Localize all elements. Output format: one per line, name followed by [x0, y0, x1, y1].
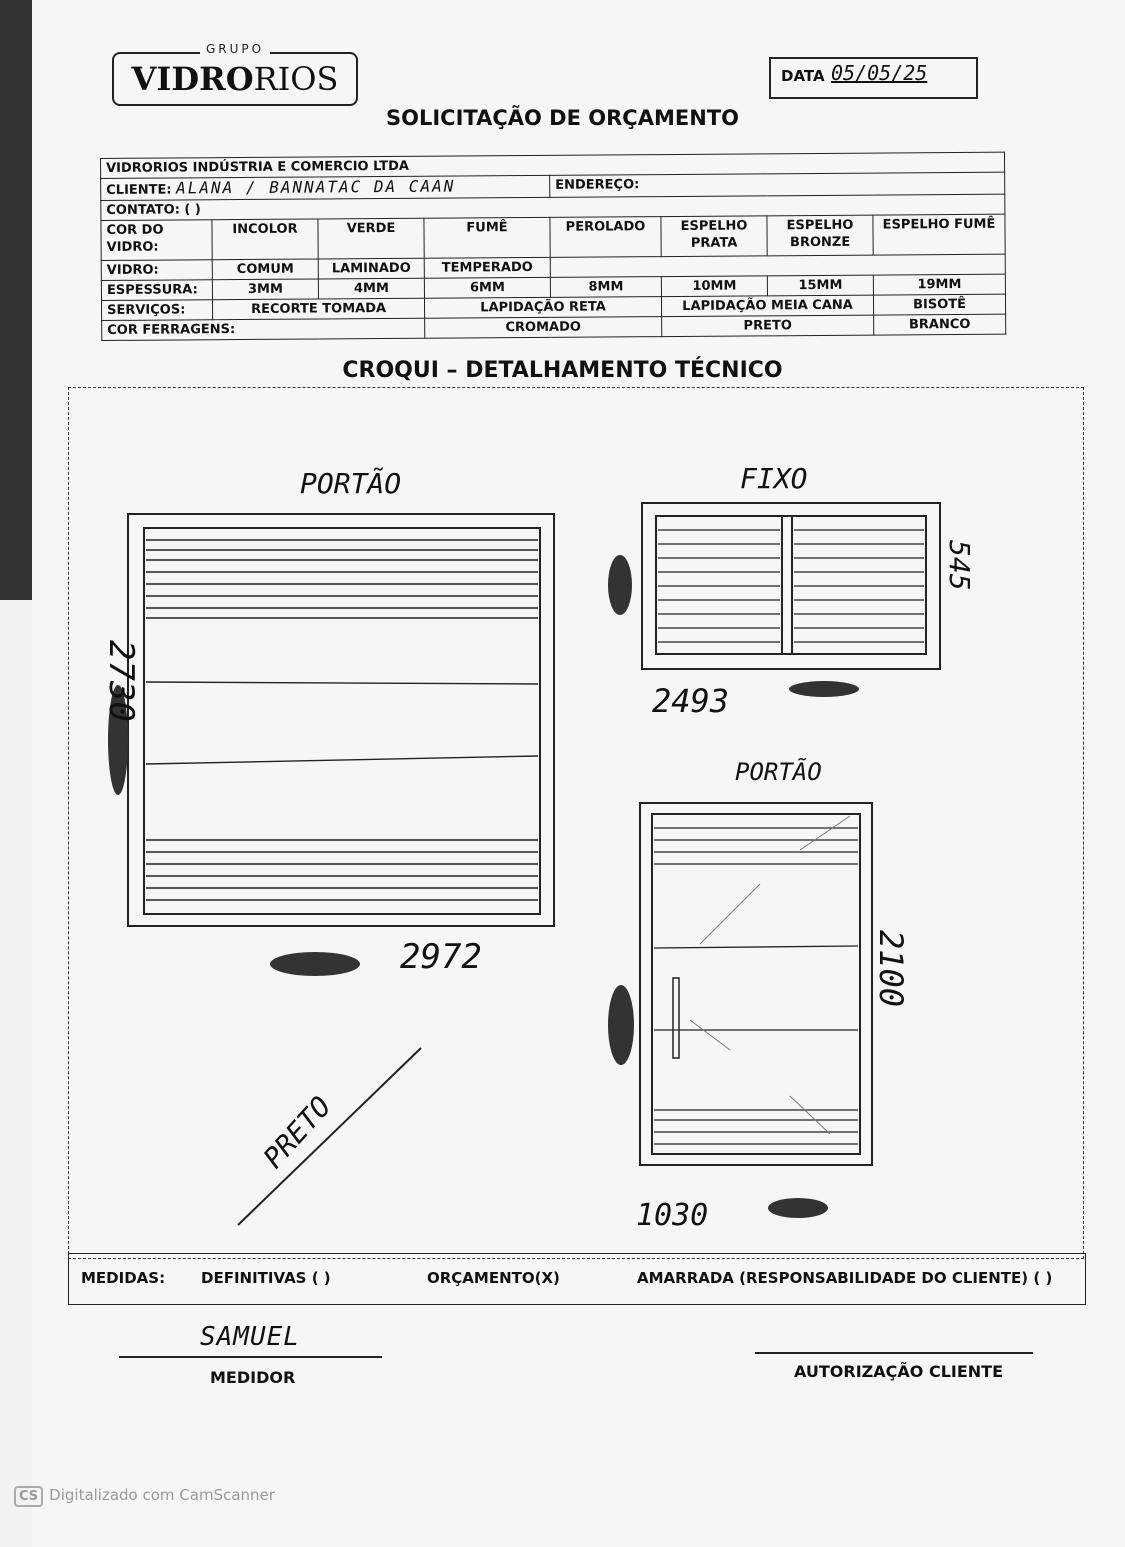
servico-option: RECORTE TOMADA — [212, 298, 424, 319]
autorizacao-label: AUTORIZAÇÃO CLIENTE — [794, 1362, 1004, 1381]
servico-option: LAPIDAÇÃO RETA — [424, 297, 661, 319]
sketch-2-height: 545 — [943, 540, 976, 591]
espessura-option: 15MM — [767, 275, 873, 296]
vidro-option: COMUM — [212, 259, 318, 280]
note-preto: PRETO — [256, 1089, 338, 1175]
vidro-option: TEMPERADO — [424, 257, 550, 278]
ferragem-option: CROMADO — [425, 317, 662, 339]
gate-1-inner — [144, 528, 540, 914]
note-pointer-line — [238, 1048, 421, 1225]
espessura-option: 4MM — [318, 278, 424, 299]
endereco-field: ENDEREÇO: — [550, 172, 1005, 197]
date-label: DATA — [781, 67, 825, 85]
camscanner-watermark — [14, 1486, 275, 1507]
gate-2-slats — [654, 828, 858, 1144]
date-value: 05/05/25 — [831, 61, 928, 85]
cor-option: ESPELHO BRONZE — [767, 215, 873, 256]
camscanner-icon: CS — [14, 1486, 43, 1507]
company-name: VIDRORIOS INDÚSTRIA E COMERCIO LTDA — [101, 152, 1005, 178]
gate-1-slats — [146, 540, 538, 900]
ferragem-option: BRANCO — [874, 314, 1006, 335]
espessura-option: 3MM — [212, 279, 318, 300]
medidor-label: MEDIDOR — [210, 1368, 296, 1387]
ferragem-option: PRETO — [662, 315, 874, 336]
espessura-option: 6MM — [424, 277, 550, 298]
medidas-label: MEDIDAS: — [81, 1269, 166, 1287]
cor-option: PEROLADO — [550, 217, 661, 258]
cliente-value: ALANA / BANNATAC DA CAAN — [176, 176, 456, 198]
sketch-1-width: 2972 — [400, 937, 482, 977]
logo-brand-bold: VIDRO — [131, 60, 254, 98]
servico-option: BISOTÊ — [873, 294, 1005, 315]
gate-2-frame — [640, 803, 872, 1165]
vidro-label: VIDRO: — [101, 260, 212, 281]
croqui-title: CROQUI – DETALHAMENTO TÉCNICO — [342, 358, 783, 383]
ferragens-label: COR FERRAGENS: — [102, 318, 425, 340]
medidor-signature-line — [119, 1356, 382, 1358]
espessura-option: 10MM — [661, 276, 767, 297]
sketch-1-label: PORTÃO — [300, 467, 402, 500]
sketch-3-label: PORTÃO — [735, 758, 822, 786]
orcamento-option: ORÇAMENTO(X) — [427, 1269, 560, 1287]
sketch-3-height: 2100 — [872, 930, 910, 1008]
definitivas-option: DEFINITIVAS ( ) — [201, 1269, 331, 1287]
amarrada-option: AMARRADA (RESPONSABILIDADE DO CLIENTE) ( ) — [637, 1269, 1053, 1287]
sketch-1-height: 2730 — [101, 640, 141, 722]
cor-option: ESPELHO PRATA — [661, 216, 767, 257]
medidor-signature: SAMUEL — [200, 1322, 300, 1352]
espessura-option: 19MM — [873, 274, 1005, 295]
servico-option: LAPIDAÇÃO MEIA CANA — [661, 295, 873, 316]
camscanner-text: Digitalizado com CamScanner — [49, 1486, 275, 1504]
sketch-2-label: FIXO — [740, 462, 808, 495]
cliente-label: CLIENTE: — [106, 182, 172, 198]
cliente-signature-line — [755, 1352, 1033, 1354]
medidas-box — [68, 1253, 1086, 1305]
cor-option: ESPELHO FUMÊ — [873, 214, 1005, 255]
form-title: SOLICITAÇÃO DE ORÇAMENTO — [386, 106, 739, 130]
cor-option: FUMÊ — [424, 217, 550, 258]
gate-2-inner — [652, 814, 860, 1154]
cor-option: VERDE — [318, 218, 424, 259]
logo-brand-light: RIOS — [253, 60, 339, 98]
vidro-option: LAMINADO — [318, 258, 424, 279]
contato-field: CONTATO: ( ) — [101, 194, 1005, 220]
sketch-3-width: 1030 — [636, 1198, 709, 1233]
espessura-label: ESPESSURA: — [101, 280, 212, 301]
gate-2-handle — [673, 978, 679, 1058]
espessura-option: 8MM — [550, 277, 661, 298]
cor-option: INCOLOR — [212, 219, 318, 260]
sketch-2-width: 2493 — [652, 682, 730, 720]
cor-label: COR DO VIDRO: — [101, 220, 212, 261]
servicos-label: SERVIÇOS: — [101, 300, 212, 321]
logo-group-text: GRUPO — [200, 42, 270, 56]
